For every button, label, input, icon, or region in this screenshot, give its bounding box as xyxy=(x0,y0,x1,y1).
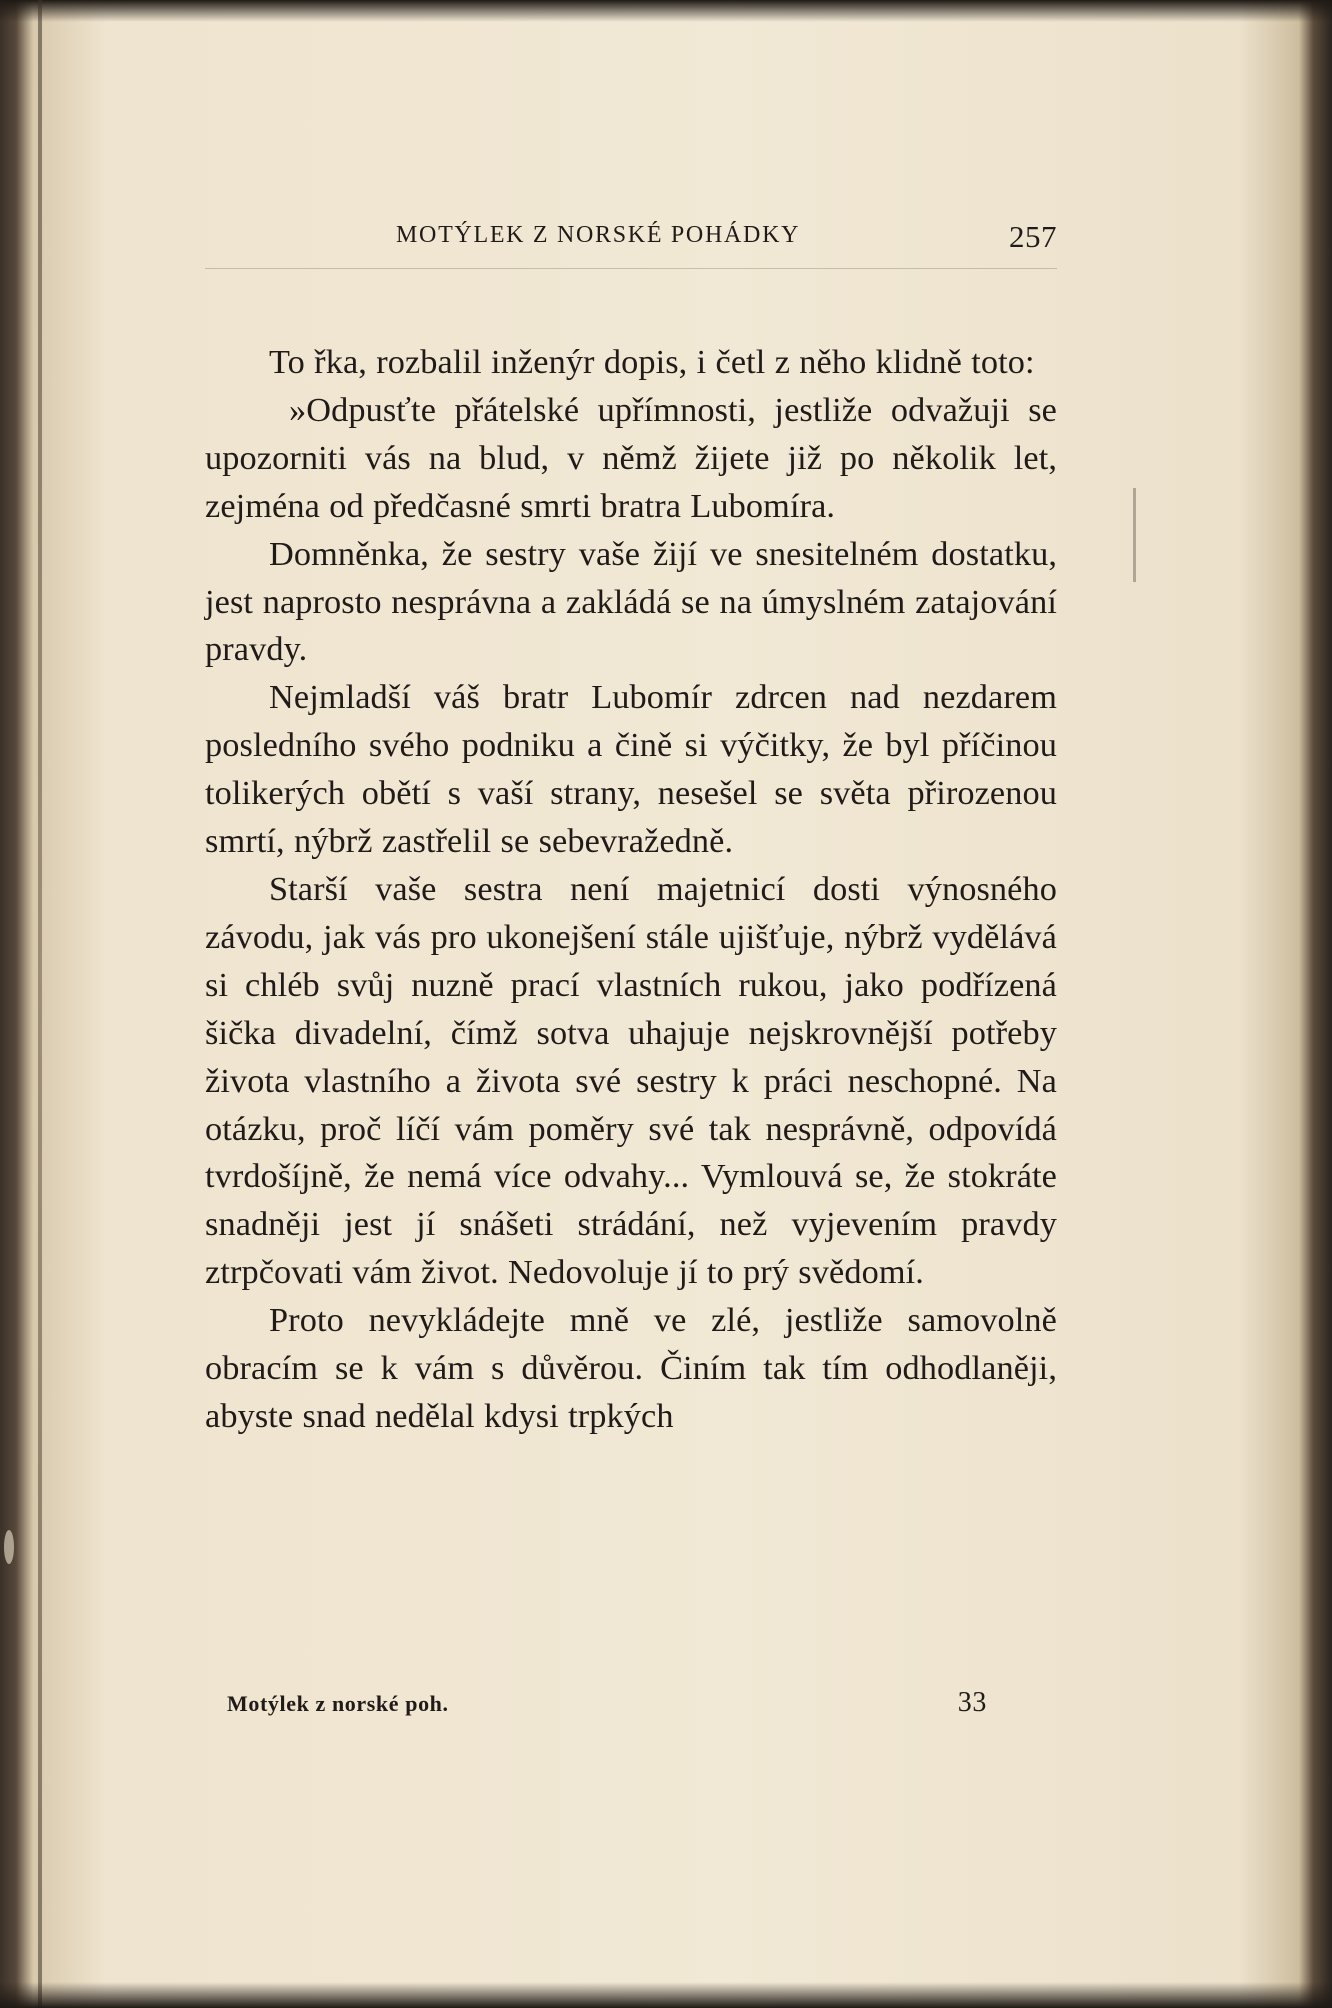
page-text xyxy=(205,339,1057,1441)
printed-page xyxy=(205,216,1057,1946)
paragraph-6: Proto nevykládejte mně ve zlé, jestliže samovolně obracím se k vám s důvěrou. Činím tak tím odhodlaněji, abyste snad nedělal kdysi trpkých xyxy=(205,1301,1057,1435)
paragraph-1: To řka, rozbalil inženýr dopis, i četl z něho klidně toto: xyxy=(269,343,1035,381)
paragraph-2: »Odpusťte přátelské upřímnosti, jestliže odvažuji se upozorniti vás na blud, v němž žijete již po několik let, zejména od předčasné smrti bratra Lubomíra. xyxy=(205,390,1057,525)
paragraph-5: Starší vaše sestra není majetnicí dosti výnosného závodu, jak vás pro ukonejšení stále ujišťuje, nýbrž vydělává si chléb svůj nuzně prací vlastních rukou, jako podřízená šička divadelní, čímž sotva uhajuje nejskrovnější potřeby života vlastního a života své sestry k práci neschopné. Na otázku, proč líčí vám poměry své tak nesprávně, odpovídá tvrdošíjně, že nemá více odvahy... Vymlouvá se, že stokráte snadněji jest jí snášeti strádání, než vyjevením pravdy ztrpčovati vám život. Nedovoluje jí to prý svědomí. xyxy=(205,869,1057,1292)
running-title: MOTÝLEK Z NORSKÉ POHÁDKY xyxy=(396,222,801,248)
page-header xyxy=(205,216,1057,269)
book-gutter xyxy=(38,0,42,2008)
page-edge-mark xyxy=(4,1530,14,1564)
signature-mark: Motýlek z norské poh. xyxy=(227,1691,449,1716)
paragraph-3: Domněnka, že sestry vaše žijí ve snesitelném dostatku, jest naprosto nesprávna a zakládá se na úmyslném zatajování pravdy. xyxy=(205,534,1057,669)
paper-mark xyxy=(1133,488,1136,582)
page-number: 257 xyxy=(1009,219,1057,254)
paragraph-4: Nejmladší váš bratr Lubomír zdrcen nad nezdarem posledního svého podniku a čině si výčitky, že byl příčinou tolikerých obětí s vaší strany, nesešel se světa přirozenou smrtí, nýbrž zastřelil se sebevražedně. xyxy=(205,678,1057,861)
sheet-number: 33 xyxy=(957,1687,987,1718)
top-scan-shadow xyxy=(0,0,1332,22)
bottom-scan-shadow xyxy=(0,1982,1332,2008)
